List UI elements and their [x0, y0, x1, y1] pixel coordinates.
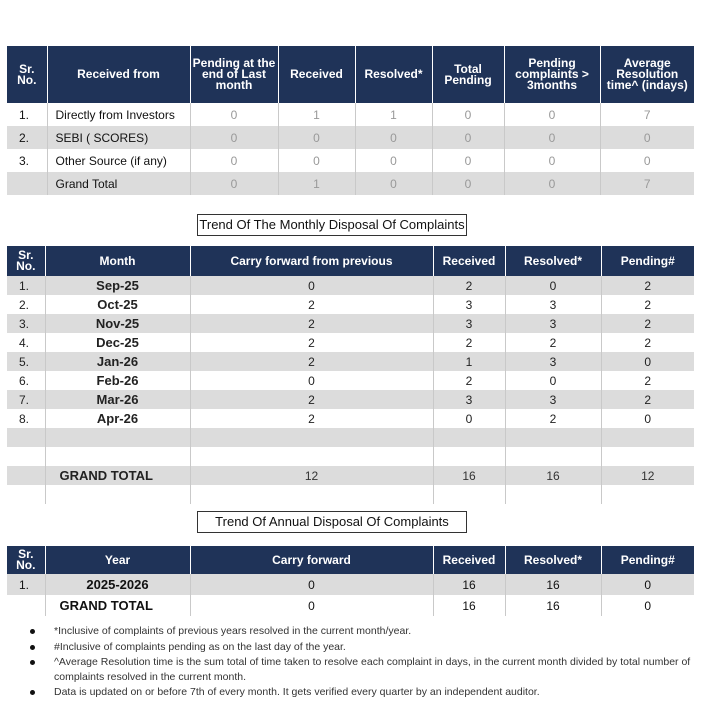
table-cell: 2	[190, 390, 433, 409]
empty-row	[7, 485, 694, 504]
table-cell: 3	[505, 390, 601, 409]
table-cell: 2	[644, 335, 652, 350]
table-cell: 0	[190, 103, 278, 126]
column-header: Total Pending	[432, 46, 504, 103]
table-cell: Sep-25	[45, 276, 190, 295]
complaints-summary-table	[7, 46, 694, 195]
table-cell: 0	[432, 172, 504, 195]
table-cell: 2	[190, 409, 433, 428]
table-cell: 6.	[7, 371, 45, 390]
footnotes-list	[28, 624, 698, 701]
table-cell: 0	[190, 276, 433, 295]
table-cell: 8.	[7, 409, 45, 428]
table-cell: 0	[190, 149, 278, 172]
column-header: Resolved*	[355, 46, 432, 103]
table-cell: 0	[644, 598, 652, 613]
table-cell: 3	[433, 390, 505, 409]
table-cell: 1	[278, 172, 355, 195]
table-header-row	[7, 246, 694, 276]
table-row	[7, 149, 694, 172]
table-cell: 0	[355, 172, 432, 195]
column-header: Received	[278, 46, 355, 103]
column-header: Resolved*	[505, 246, 601, 276]
table-cell: 12	[190, 466, 433, 485]
grand-total-row	[7, 172, 694, 195]
footnote: *Inclusive of complaints of previous years resolved in the current month/year.	[28, 624, 698, 639]
table-cell: 0	[355, 149, 432, 172]
table-cell: 3.	[7, 314, 45, 333]
table-cell: Oct-25	[45, 295, 190, 314]
table-cell: 0	[504, 126, 600, 149]
table-cell: Mar-26	[45, 390, 190, 409]
table-row	[7, 126, 694, 149]
footnote: ^Average Resolution time is the sum total of time taken to resolve each complaint in days, in the current month divided by total number of complaints resolved in the current month.	[28, 655, 698, 684]
table-cell: 2	[601, 390, 694, 409]
column-header: Average Resolution time^ (indays)	[600, 46, 694, 103]
bullet-icon	[30, 690, 35, 695]
table-row	[7, 295, 694, 314]
table-cell: 2.	[7, 126, 47, 149]
table-cell: 0	[432, 126, 504, 149]
table-row	[7, 352, 694, 371]
table-row	[7, 574, 694, 595]
table-cell: Jan-26	[45, 352, 190, 371]
table-cell: 1	[433, 352, 505, 371]
table-cell: 0	[504, 149, 600, 172]
table-cell: 0	[278, 126, 355, 149]
table-cell: 3	[505, 295, 601, 314]
table-cell: Directly from Investors	[47, 103, 190, 126]
empty-row	[7, 447, 694, 466]
table-cell: 16	[433, 574, 505, 595]
table-cell: 0	[505, 371, 601, 390]
table-cell: 3	[433, 295, 505, 314]
table-cell: Other Source (if any)	[47, 149, 190, 172]
table-row	[7, 409, 694, 428]
table-header-row	[7, 46, 694, 103]
column-header: Sr. No.	[7, 546, 45, 574]
table-cell: 2	[433, 371, 505, 390]
table-cell: Feb-26	[45, 371, 190, 390]
table-cell: 2	[505, 409, 601, 428]
table-cell: 2	[190, 314, 433, 333]
table-cell: 3	[505, 314, 601, 333]
table-cell: Dec-25	[45, 333, 190, 352]
table-cell: 2	[644, 297, 652, 312]
table-cell: 0	[190, 574, 433, 595]
grand-total-row	[7, 595, 694, 616]
table-cell: 1	[355, 103, 432, 126]
annual-disposal-caption: Trend Of Annual Disposal Of Complaints	[197, 511, 467, 533]
table-cell: 0	[432, 103, 504, 126]
grand-total-row	[7, 466, 694, 485]
column-header: Pending complaints > 3months	[504, 46, 600, 103]
table-cell: 0	[505, 276, 601, 295]
table-row	[7, 103, 694, 126]
grand-total-label: GRAND TOTAL	[45, 595, 190, 616]
table-cell: 1.	[7, 574, 45, 595]
column-header: Carry forward from previous	[190, 246, 433, 276]
table-cell: 2.	[7, 295, 45, 314]
table-cell: 0	[278, 149, 355, 172]
table-cell: 16	[505, 574, 601, 595]
table-cell: 12	[601, 466, 694, 485]
table-cell: 16	[433, 466, 505, 485]
column-header: Received	[433, 546, 505, 574]
table-row	[7, 390, 694, 409]
table-cell: 3	[433, 314, 505, 333]
table-cell: 0	[190, 595, 433, 616]
table-row	[7, 333, 694, 352]
bullet-icon	[30, 645, 35, 650]
table-cell: 2	[190, 333, 433, 352]
column-header: Received	[433, 246, 505, 276]
table-cell: 0	[190, 371, 433, 390]
table-cell: 0	[601, 352, 694, 371]
table-cell	[7, 172, 47, 195]
table-cell: 1	[278, 103, 355, 126]
table-cell: SEBI ( SCORES)	[47, 126, 190, 149]
table-row	[7, 314, 694, 333]
table-cell: 7	[600, 172, 694, 195]
table-cell: 0	[355, 126, 432, 149]
table-cell: 3.	[7, 149, 47, 172]
table-cell: 16	[433, 595, 505, 616]
footnote: #Inclusive of complaints pending as on the last day of the year.	[28, 640, 698, 655]
empty-row	[7, 428, 694, 447]
column-header: Received from	[47, 46, 190, 103]
table-row	[7, 371, 694, 390]
table-cell: 3	[505, 352, 601, 371]
table-cell: 16	[505, 466, 601, 485]
table-cell: 0	[643, 153, 651, 168]
bullet-icon	[30, 629, 35, 634]
column-header: Pending at the end of Last month	[190, 46, 278, 103]
annual-disposal-table	[7, 546, 694, 616]
table-cell: 0	[433, 409, 505, 428]
table-cell: 2	[190, 352, 433, 371]
column-header: Sr. No.	[7, 46, 47, 103]
table-cell: 2	[433, 333, 505, 352]
column-header: Pending#	[601, 246, 694, 276]
column-header: Carry forward	[190, 546, 433, 574]
table-cell: 16	[505, 595, 601, 616]
column-header: Pending#	[601, 546, 694, 574]
table-cell: 2	[505, 333, 601, 352]
bullet-icon	[30, 660, 35, 665]
table-row	[7, 276, 694, 295]
table-cell: 4.	[7, 333, 45, 352]
footnote: Data is updated on or before 7th of every month. It gets verified every quarter by an independent auditor.	[28, 685, 698, 700]
table-cell: 2	[644, 373, 652, 388]
table-header-row	[7, 546, 694, 574]
table-cell: 7.	[7, 390, 45, 409]
table-cell: Nov-25	[45, 314, 190, 333]
table-cell: 2025-2026	[45, 574, 190, 595]
table-cell: 0	[190, 126, 278, 149]
table-cell: 1.	[7, 276, 45, 295]
table-cell: Grand Total	[47, 172, 190, 195]
column-header: Month	[45, 246, 190, 276]
table-cell: 0	[644, 411, 652, 426]
table-cell: 5.	[7, 352, 45, 371]
grand-total-label: GRAND TOTAL	[45, 466, 190, 485]
table-cell: 2	[601, 314, 694, 333]
monthly-disposal-table	[7, 246, 694, 504]
table-cell: 0	[601, 574, 694, 595]
table-cell: 0	[432, 149, 504, 172]
table-cell: Apr-26	[45, 409, 190, 428]
table-cell: 7	[643, 107, 651, 122]
table-cell: 0	[504, 103, 600, 126]
table-cell: 2	[601, 276, 694, 295]
table-cell: 2	[433, 276, 505, 295]
column-header: Sr. No.	[7, 246, 45, 276]
table-cell: 1.	[7, 103, 47, 126]
table-cell: 2	[190, 295, 433, 314]
column-header: Resolved*	[505, 546, 601, 574]
monthly-disposal-caption: Trend Of The Monthly Disposal Of Complaints	[197, 214, 467, 236]
table-cell: 0	[600, 126, 694, 149]
table-cell: 0	[504, 172, 600, 195]
column-header: Year	[45, 546, 190, 574]
table-cell: 0	[190, 172, 278, 195]
